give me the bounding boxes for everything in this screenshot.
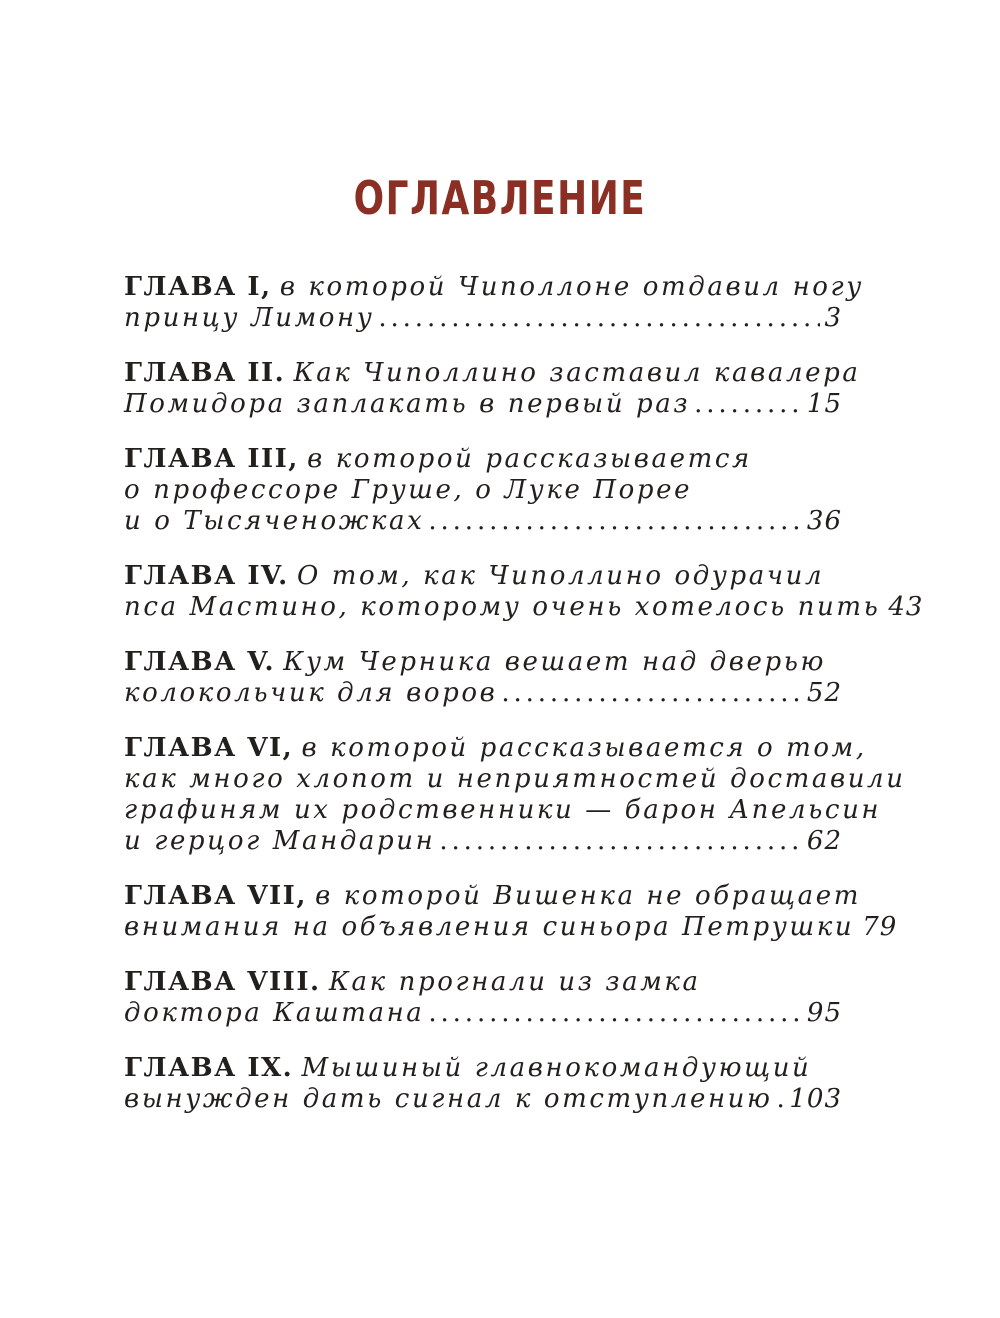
chapter-number: ГЛАВА IX. xyxy=(124,1053,294,1083)
page-number: 52 xyxy=(806,678,842,708)
dot-leader xyxy=(501,678,803,709)
chapter-number: ГЛАВА V. xyxy=(124,647,276,677)
page-number: 79 xyxy=(862,912,898,942)
toc-title: ОГЛАВЛЕНИЕ xyxy=(353,171,647,225)
chapter-title-text: колокольчик для воров xyxy=(124,678,498,708)
dot-leader xyxy=(694,389,803,420)
chapter-title-text: вынужден дать сигнал к отступлению xyxy=(124,1084,773,1114)
chapter-title-text: Помидора заплакать в первый раз xyxy=(124,389,691,419)
dot-leader xyxy=(777,1084,786,1115)
toc-entry[interactable] xyxy=(124,1053,842,1115)
chapter-number: ГЛАВА IV. xyxy=(124,561,289,591)
chapter-title-text: и о Тысяченожках xyxy=(124,506,425,536)
page-number: 3 xyxy=(824,303,842,333)
page-number: 95 xyxy=(806,998,842,1028)
toc-list xyxy=(124,272,924,1139)
chapter-title-text: пса Мастино, которому очень хотелось пить xyxy=(124,592,881,622)
chapter-title-text: в которой Вишенка не обращает xyxy=(315,881,862,911)
chapter-number: ГЛАВА VIII. xyxy=(124,967,321,997)
chapter-title-text: Кум Черника вешает над дверью xyxy=(283,647,827,677)
chapter-title-text: Как Чиполлино заставил кавалера xyxy=(293,358,861,388)
toc-entry[interactable] xyxy=(124,358,861,420)
dot-leader xyxy=(378,303,820,334)
chapter-number: ГЛАВА VII, xyxy=(124,881,307,911)
toc-entry[interactable] xyxy=(124,967,842,1029)
toc-entry[interactable] xyxy=(124,444,842,537)
toc-entry[interactable] xyxy=(124,272,864,334)
toc-entry[interactable] xyxy=(124,733,906,857)
page-number: 62 xyxy=(806,826,842,856)
chapter-title-text: как много хлопот и неприятностей доставили xyxy=(124,764,906,794)
chapter-title-text: в которой рассказывается xyxy=(307,444,752,474)
chapter-title-text: в которой рассказывается о том, xyxy=(301,733,867,763)
chapter-title-text: О том, как Чиполлино одурачил xyxy=(296,561,825,591)
chapter-number: ГЛАВА II. xyxy=(124,358,286,388)
dot-leader xyxy=(428,998,802,1029)
toc-entry[interactable] xyxy=(124,561,924,623)
chapter-title-text: и герцог Мандарин xyxy=(124,826,436,856)
chapter-title-text: о профессоре Груше, о Луке Порее xyxy=(124,475,693,505)
chapter-title-text: в которой Чиполлоне отдавил ногу xyxy=(279,272,864,302)
page-number: 43 xyxy=(888,592,924,622)
page-number: 15 xyxy=(806,389,842,419)
chapter-number: ГЛАВА VI, xyxy=(124,733,294,763)
chapter-title-text: Мышиный главнокомандующий xyxy=(301,1053,812,1083)
toc-entry[interactable] xyxy=(124,647,842,709)
dot-leader xyxy=(428,506,802,537)
dot-leader xyxy=(439,826,803,857)
chapter-number: ГЛАВА III, xyxy=(124,444,299,474)
page-number: 103 xyxy=(789,1084,842,1114)
chapter-title-text: графиням их родственники — барон Апельсин xyxy=(124,795,882,825)
toc-entry[interactable] xyxy=(124,881,898,943)
chapter-title-text: Как прогнали из замка xyxy=(328,967,701,997)
chapter-number: ГЛАВА I, xyxy=(124,272,272,302)
page-number: 36 xyxy=(806,506,842,536)
chapter-title-text: внимания на объявления синьора Петрушки xyxy=(124,912,855,942)
chapter-title-text: принцу Лимону xyxy=(124,303,375,333)
chapter-title-text: доктора Каштана xyxy=(124,998,425,1028)
